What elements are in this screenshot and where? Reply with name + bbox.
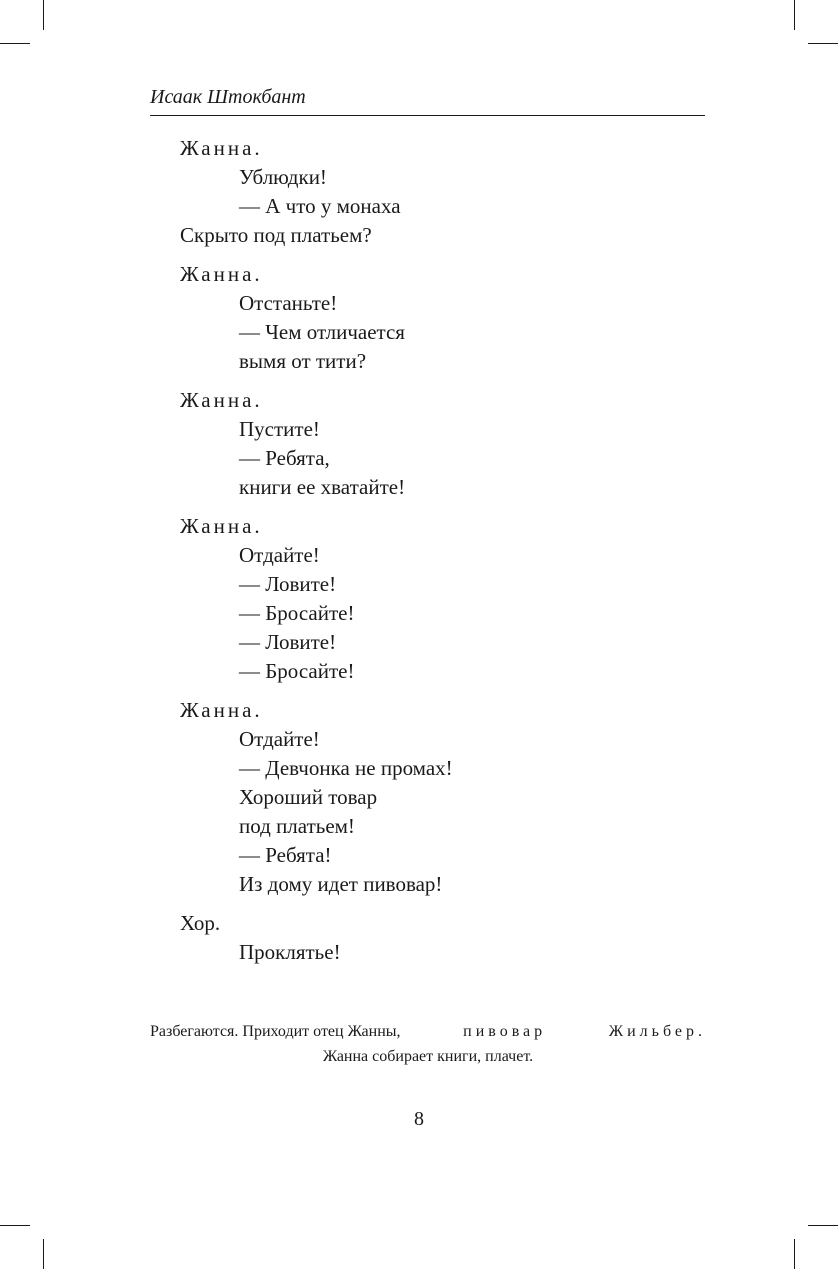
stanza <box>150 909 706 967</box>
verse-line: Из дому идет пивовар! <box>239 872 443 896</box>
speaker-name: Жанна. <box>180 136 263 160</box>
page-number: 8 <box>414 1108 424 1130</box>
verse-line: Отдайте! <box>239 727 320 751</box>
verse-line: — Ловите! <box>239 630 337 654</box>
verse-line: Скрыто под платьем? <box>180 223 372 247</box>
crop-mark-bottom-left-horizontal <box>0 1225 30 1226</box>
speaker-name: Жанна. <box>180 388 263 412</box>
speaker-name: Жанна. <box>180 514 263 538</box>
crop-mark-top-right-vertical <box>794 0 795 30</box>
crop-mark-bottom-right-vertical <box>794 1239 795 1269</box>
verse-line: — А что у монаха <box>239 194 401 218</box>
running-head: Исаак Штокбант <box>150 86 306 108</box>
stage-direction-line-1 <box>150 1019 706 1044</box>
speaker-name: Жанна. <box>180 698 263 722</box>
stanza <box>150 696 706 899</box>
stanza <box>150 386 706 502</box>
verse-line: Хороший товар <box>239 785 378 809</box>
verse-line: под платьем! <box>239 814 355 838</box>
crop-mark-top-left-vertical <box>43 0 44 30</box>
verse-line: Пустите! <box>239 417 320 441</box>
verse-line: — Девчонка не промах! <box>239 756 453 780</box>
stage-direction-part-2: пивовар <box>463 1023 547 1040</box>
stanza <box>150 134 706 250</box>
stage-direction-part-3: Жильбер. <box>608 1023 706 1040</box>
stanza <box>150 512 706 686</box>
stanza <box>150 260 706 376</box>
play-text <box>150 134 706 977</box>
verse-line: Отдайте! <box>239 543 320 567</box>
verse-line: — Бросайте! <box>239 659 355 683</box>
crop-mark-bottom-right-horizontal <box>808 1225 838 1226</box>
verse-line: вымя от тити? <box>239 349 367 373</box>
header-rule <box>150 115 705 116</box>
verse-line: Ублюдки! <box>239 165 327 189</box>
verse-line: — Ребята! <box>239 843 332 867</box>
speaker-name: Хор. <box>180 911 221 935</box>
verse-line: — Чем отличается <box>239 320 405 344</box>
verse-line: Отстаньте! <box>239 291 338 315</box>
stage-direction-line-2: Жанна собирает книги, плачет. <box>322 1048 534 1065</box>
stage-direction-part-1: Разбегаются. Приходит отец Жанны, <box>150 1023 401 1040</box>
crop-mark-bottom-left-vertical <box>43 1239 44 1269</box>
speaker-name: Жанна. <box>180 262 263 286</box>
stage-direction <box>150 1019 706 1069</box>
crop-mark-top-right-horizontal <box>808 43 838 44</box>
verse-line: Проклятье! <box>239 940 341 964</box>
verse-line: — Ловите! <box>239 572 337 596</box>
verse-line: — Ребята, <box>239 446 330 470</box>
verse-line: книги ее хватайте! <box>239 475 406 499</box>
crop-mark-top-left-horizontal <box>0 43 30 44</box>
verse-line: — Бросайте! <box>239 601 355 625</box>
